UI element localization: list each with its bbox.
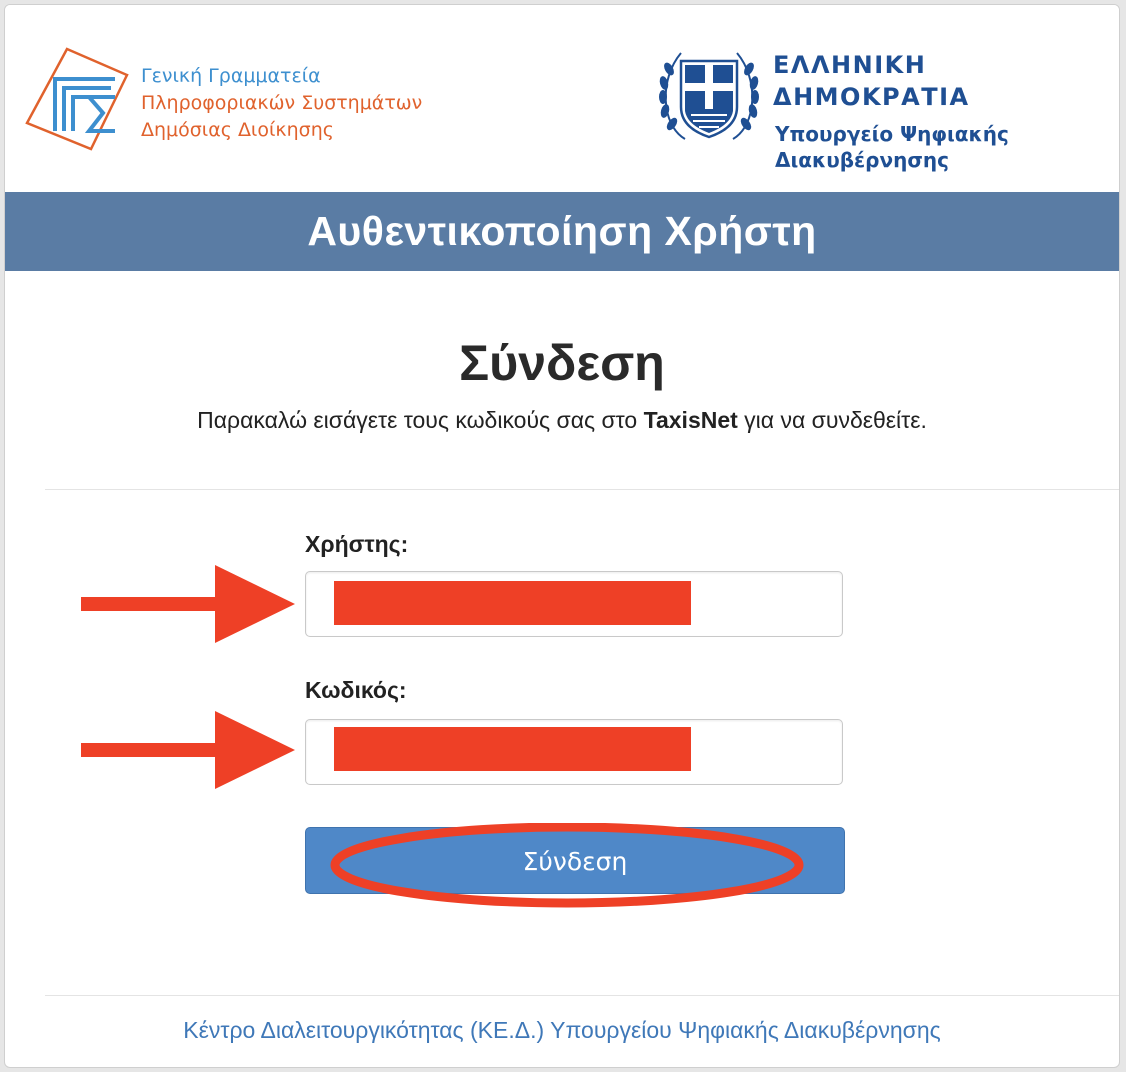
government-name xyxy=(773,49,1119,173)
ministry-line-2: Διακυβέρνησης xyxy=(775,148,950,172)
org-line-3: Δημόσιας Διοίκησης xyxy=(141,119,334,141)
login-window xyxy=(4,4,1120,1068)
gsis-logo-icon xyxy=(19,45,129,155)
arrow-right-icon xyxy=(81,565,295,643)
login-title: Σύνδεση xyxy=(459,335,665,391)
greek-coat-of-arms-icon xyxy=(655,39,763,149)
org-name xyxy=(141,63,422,144)
gov-title: ΕΛΛΗΝΙΚΗ ΔΗΜΟΚΡΑΤΙΑ xyxy=(773,51,970,111)
page-banner: Αυθεντικοποίηση Χρήστη xyxy=(5,192,1119,271)
divider xyxy=(45,489,1120,490)
org-line-1: Γενική Γραμματεία xyxy=(141,65,321,87)
ministry-line-1: Υπουργείο Ψηφιακής xyxy=(775,122,1009,146)
login-button[interactable]: Σύνδεση xyxy=(305,827,845,894)
username-redaction xyxy=(334,581,691,625)
login-subtitle xyxy=(5,405,1119,435)
org-line-2: Πληροφοριακών Συστημάτων xyxy=(141,92,423,114)
password-label: Κωδικός: xyxy=(305,677,407,703)
subtitle-brand: TaxisNet xyxy=(643,407,738,433)
footer-link[interactable]: Κέντρο Διαλειτουργικότητας (ΚΕ.Δ.) Υπουργείου Ψηφιακής Διακυβέρνησης xyxy=(183,1017,941,1043)
subtitle-text-post: για να συνδεθείτε. xyxy=(737,407,927,433)
arrow-right-icon xyxy=(81,711,295,789)
password-redaction xyxy=(334,727,691,771)
username-label: Χρήστης: xyxy=(305,531,409,557)
header xyxy=(5,5,1119,191)
divider xyxy=(45,995,1120,996)
subtitle-text-pre: Παρακαλώ εισάγετε τους κωδικούς σας στο xyxy=(197,407,644,433)
